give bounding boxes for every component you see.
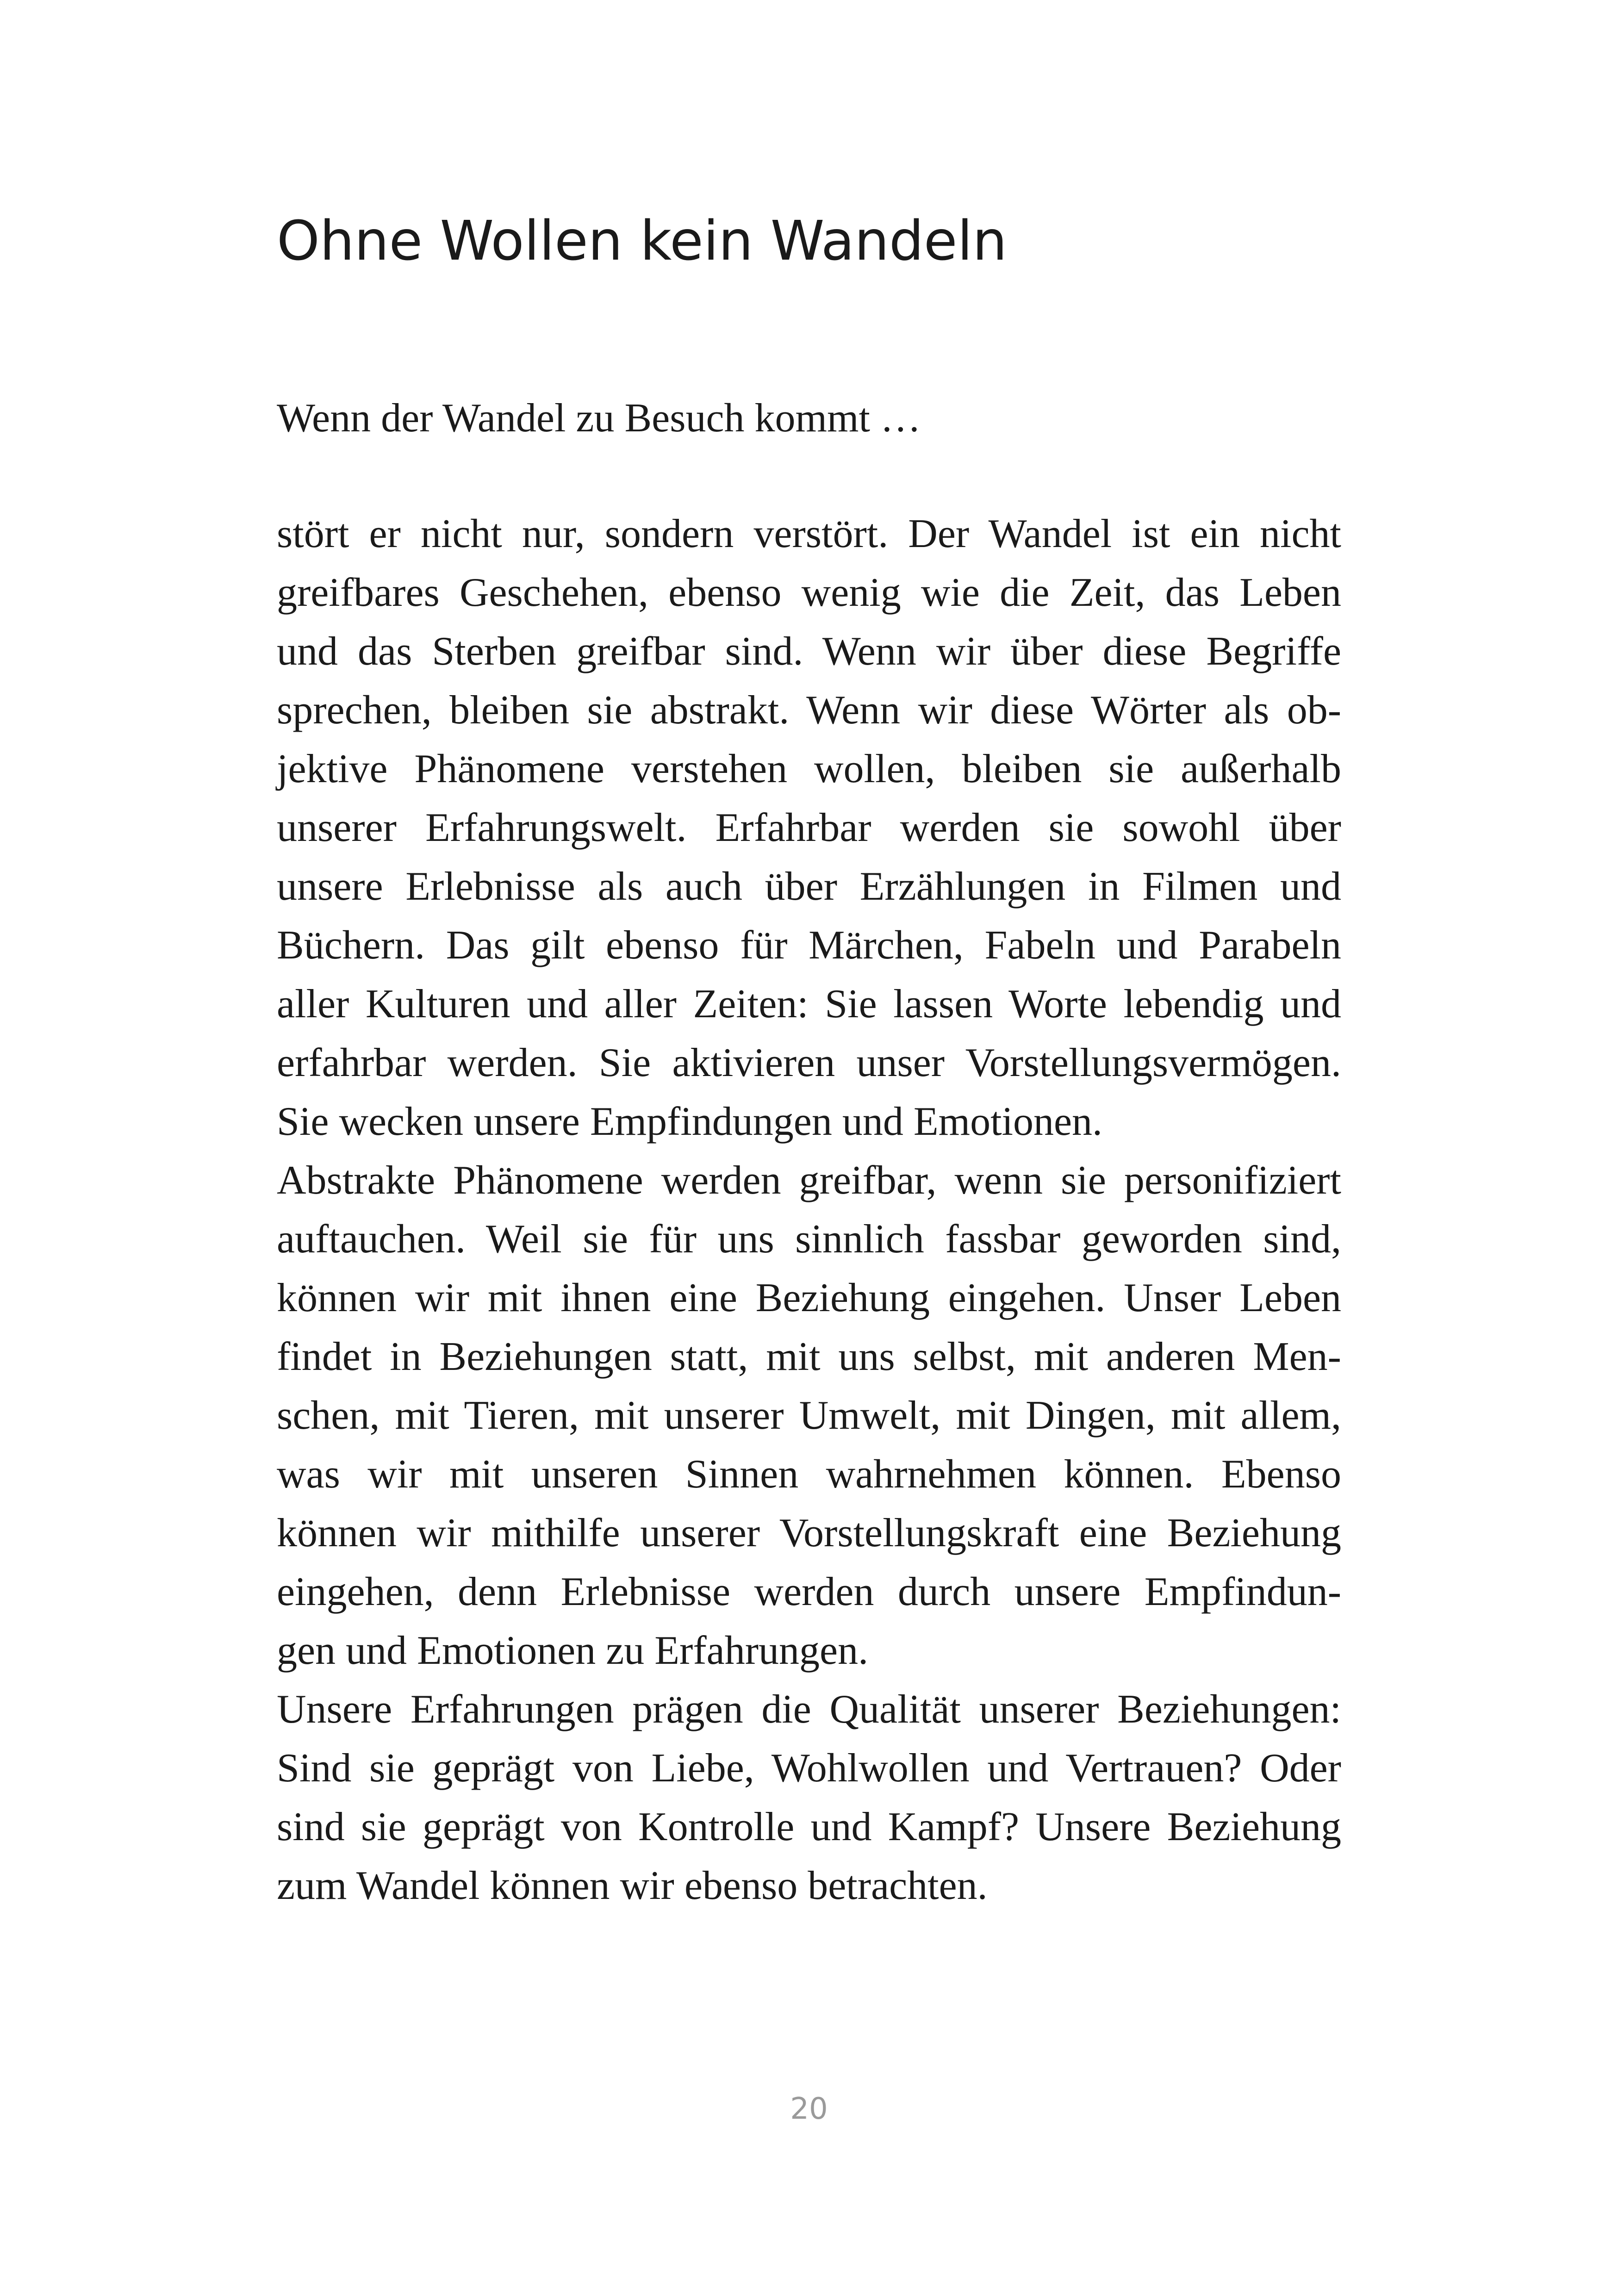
chapter-title: Ohne Wollen kein Wandeln [277, 209, 1008, 273]
text-line: erfahrbar werden. Sie aktivieren unser Vorstellungsvermögen. [277, 1040, 1341, 1085]
text-line: können wir mit ihnen eine Beziehung eingehen. Unser Leben [277, 1276, 1341, 1320]
text-line: sprechen, bleiben sie abstrakt. Wenn wir diese Wörter als ob- [277, 688, 1341, 733]
text-line: gen und Emotionen zu Erfahrungen. [277, 1628, 869, 1673]
intro-line: Wenn der Wandel zu Besuch kommt … [277, 396, 921, 441]
text-line: was wir mit unseren Sinnen wahrnehmen können. Ebenso [277, 1452, 1341, 1497]
page-number: 20 [790, 2092, 828, 2126]
text-line: Sie wecken unsere Empfindungen und Emotionen. [277, 1099, 1103, 1144]
text-line: stört er nicht nur, sondern verstört. Der Wandel ist ein nicht [277, 511, 1341, 556]
paragraph [277, 1680, 1341, 1915]
text-line: unserer Erfahrungswelt. Erfahrbar werden sie sowohl über [277, 805, 1341, 850]
text-line: jektive Phänomene verstehen wollen, bleiben sie außerhalb [277, 747, 1341, 791]
text-line: Unsere Erfahrungen prägen die Qualität unserer Beziehungen: [277, 1687, 1341, 1732]
paragraph [277, 1151, 1341, 1680]
text-line: können wir mithilfe unserer Vorstellungskraft eine Beziehung [277, 1511, 1341, 1556]
text-line: Abstrakte Phänomene werden greifbar, wenn sie personifiziert [277, 1158, 1341, 1203]
text-line: eingehen, denn Erlebnisse werden durch unsere Empfindun- [277, 1569, 1341, 1614]
text-line: Sind sie geprägt von Liebe, Wohlwollen und Vertrauen? Oder [277, 1746, 1341, 1791]
text-line: findet in Beziehungen statt, mit uns selbst, mit anderen Men- [277, 1334, 1341, 1379]
text-line: zum Wandel können wir ebenso betrachten. [277, 1863, 988, 1908]
text-line: aller Kulturen und aller Zeiten: Sie lassen Worte lebendig und [277, 982, 1341, 1027]
body-text [277, 504, 1341, 1915]
text-line: auftauchen. Weil sie für uns sinnlich fassbar geworden sind, [277, 1217, 1341, 1262]
text-line: unsere Erlebnisse als auch über Erzählungen in Filmen und [277, 864, 1341, 909]
paragraph [277, 504, 1341, 1151]
text-line: und das Sterben greifbar sind. Wenn wir über diese Begriffe [277, 629, 1341, 674]
text-line: Büchern. Das gilt ebenso für Märchen, Fabeln und Parabeln [277, 923, 1341, 968]
text-line: schen, mit Tieren, mit unserer Umwelt, mit Dingen, mit allem, [277, 1393, 1341, 1438]
text-line: sind sie geprägt von Kontrolle und Kampf? Unsere Beziehung [277, 1804, 1341, 1849]
text-line: greifbares Geschehen, ebenso wenig wie die Zeit, das Leben [277, 570, 1341, 615]
